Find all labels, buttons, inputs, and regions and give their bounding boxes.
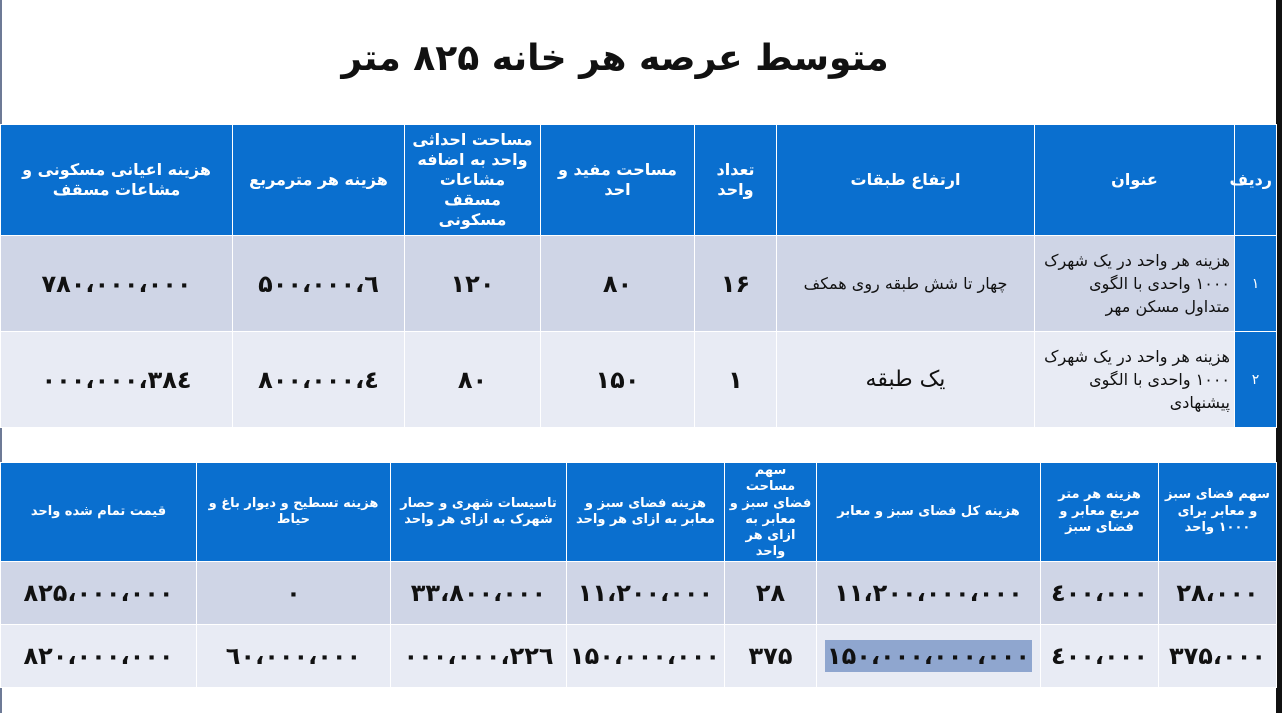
row-number-cell: ۲	[1235, 332, 1277, 428]
header-title: عنوان	[1035, 125, 1235, 236]
green-total-cost-cell	[817, 624, 1041, 687]
final-price-cell: ۸۲۰،۰۰۰،۰۰۰	[1, 624, 197, 687]
green-cost-per-unit-cell: ۱۱،۲۰۰،۰۰۰	[567, 561, 725, 624]
header-cost-per-sqm: هزینه هر مترمربع	[233, 125, 405, 236]
cost-per-sqm-cell: ٦،۵۰۰،۰۰۰	[233, 236, 405, 332]
green-cost-per-sqm-cell: ٤۰۰،۰۰۰	[1041, 561, 1159, 624]
header-green-cost-per-sqm: هزینه هر متر مربع معابر و فضای سبز	[1041, 463, 1159, 562]
header-residential-cost: هزینه اعیانی مسکونی و مشاعات مسقف	[1, 125, 233, 236]
residential-cost-cell: ۷۸۰،۰۰۰،۰۰۰	[1, 236, 233, 332]
table-row	[1, 332, 1277, 428]
title-cell: هزینه هر واحد در یک شهرک ۱۰۰۰ واحدی با الگوی متداول مسکن مهر	[1035, 236, 1235, 332]
table-row	[1, 624, 1277, 687]
unit-count-cell: ۱	[695, 332, 777, 428]
table-header-row	[1, 463, 1277, 562]
green-area-per-unit-cell: ۲۸	[725, 561, 817, 624]
page-title: متوسط عرصه هر خانه ۸۲۵ متر	[341, 38, 889, 79]
leveling-cost-cell: ٦۰،۰۰۰،۰۰۰	[197, 624, 391, 687]
green-total-cost-cell: ۱۱،۲۰۰،۰۰۰،۰۰۰	[817, 561, 1041, 624]
selected-text-highlight[interactable]: ۱۵۰،۰۰۰،۰۰۰،۰۰۰	[826, 641, 1031, 670]
header-leveling-cost: هزینه تسطیح و دیوار باغ و حیاط	[197, 463, 391, 562]
floor-height-cell: چهار تا شش طبقه روی همکف	[777, 236, 1035, 332]
table-row	[1, 236, 1277, 332]
header-final-price: قیمت تمام شده واحد	[1, 463, 197, 562]
header-built-area: مساحت احداثی واحد به اضافه مشاعات مسقف مسکونی	[405, 125, 541, 236]
header-facilities-per-unit: تاسیسات شهری و حصار شهرک به ازای هر واحد	[391, 463, 567, 562]
final-price-cell: ۸۲۵،۰۰۰،۰۰۰	[1, 561, 197, 624]
unit-count-cell: ۱۶	[695, 236, 777, 332]
header-green-cost-per-unit: هزینه فضای سبز و معابر به ازای هر واحد	[567, 463, 725, 562]
built-area-cell: ۱۲۰	[405, 236, 541, 332]
table-header-row	[1, 125, 1277, 236]
facilities-per-unit-cell: ۲۲٦،۰۰۰،۰۰۰	[391, 624, 567, 687]
useful-area-cell: ۱۵۰	[541, 332, 695, 428]
header-floor-height: ارتفاع طبقات	[777, 125, 1035, 236]
floor-height-cell: یک طبقه	[777, 332, 1035, 428]
useful-area-cell: ۸۰	[541, 236, 695, 332]
cost-table-buildings	[0, 124, 1277, 428]
green-area-per-unit-cell: ۳۷۵	[725, 624, 817, 687]
row-number-cell: ۱	[1235, 236, 1277, 332]
green-share-cell: ۲۸،۰۰۰	[1159, 561, 1277, 624]
header-green-total-cost: هزینه کل فضای سبز و معابر	[817, 463, 1041, 562]
facilities-per-unit-cell: ۳۳،۸۰۰،۰۰۰	[391, 561, 567, 624]
header-green-share: سهم فضای سبز و معابر برای ۱۰۰۰ واحد	[1159, 463, 1277, 562]
built-area-cell: ۸۰	[405, 332, 541, 428]
cost-per-sqm-cell: ٤،۸۰۰،۰۰۰	[233, 332, 405, 428]
header-unit-count: تعداد واحد	[695, 125, 777, 236]
green-share-cell: ۳۷۵،۰۰۰	[1159, 624, 1277, 687]
header-useful-area: مساحت مفید و احد	[541, 125, 695, 236]
title-cell: هزینه هر واحد در یک شهرک ۱۰۰۰ واحدی با الگوی پیشنهادی	[1035, 332, 1235, 428]
green-cost-per-sqm-cell: ٤۰۰،۰۰۰	[1041, 624, 1159, 687]
residential-cost-cell: ۳۸٤،۰۰۰،۰۰۰	[1, 332, 233, 428]
cost-table-infrastructure	[0, 462, 1277, 688]
table-row	[1, 561, 1277, 624]
leveling-cost-cell: ۰	[197, 561, 391, 624]
header-row-number: ردیف	[1235, 125, 1277, 236]
header-green-area-per-unit: سهم مساحت فضای سبز و معابر به ازای هر واحد	[725, 463, 817, 562]
green-cost-per-unit-cell: ۱۵۰،۰۰۰،۰۰۰	[567, 624, 725, 687]
